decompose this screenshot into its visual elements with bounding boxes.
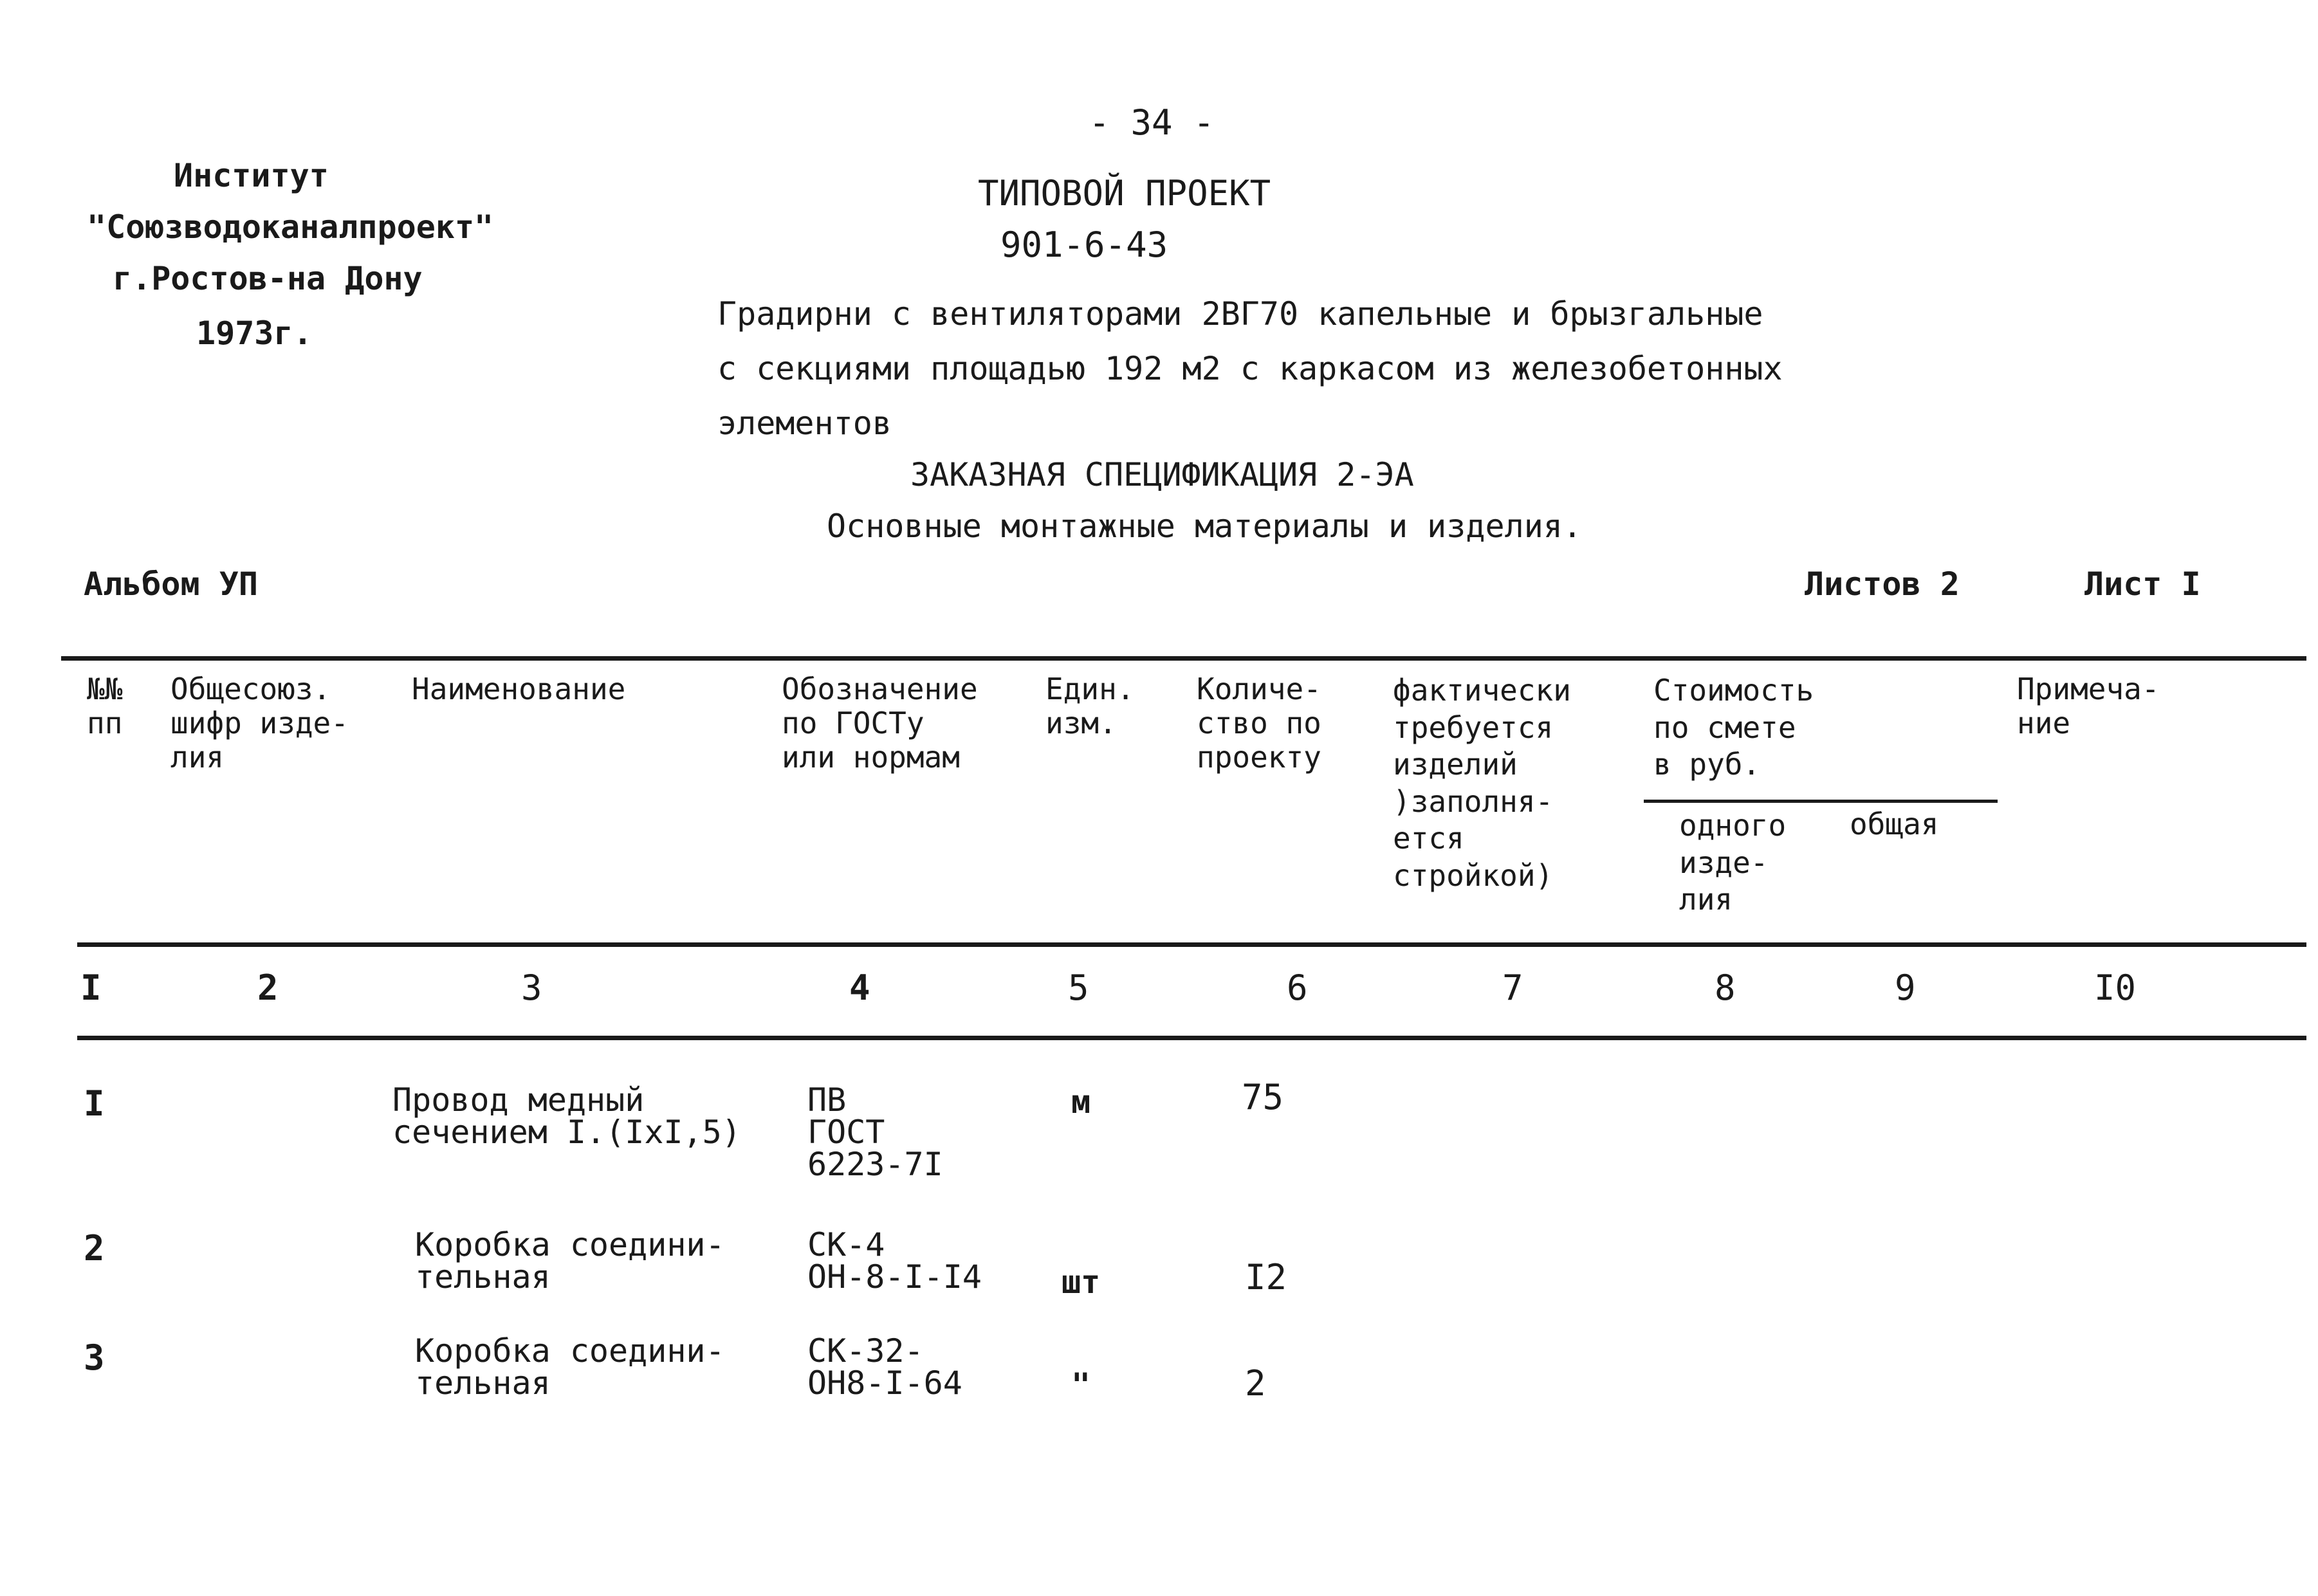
- table-row-num: I: [84, 1083, 105, 1124]
- table-row-unit: ": [1071, 1366, 1091, 1404]
- header-gost: Обозначение по ГОСТу или нормам: [782, 672, 978, 775]
- table-row-unit: шт: [1062, 1263, 1101, 1301]
- header-qty: Количе- ство по проекту: [1197, 672, 1321, 775]
- column-number: 4: [849, 968, 870, 1008]
- column-number: 2: [257, 968, 279, 1008]
- header-unit: Един. изм.: [1045, 672, 1135, 740]
- project-description-line1: Градирни с вентиляторами 2ВГ70 капельные и брызгальные: [717, 295, 1763, 333]
- table-top-rule: [61, 656, 2306, 661]
- header-code: Общесоюз. шифр изде- лия: [170, 672, 349, 775]
- page-number: - 34 -: [1089, 102, 1215, 143]
- numbers-bottom-rule: [77, 1036, 2306, 1040]
- header-name: Наименование: [412, 672, 626, 706]
- table-row-unit: м: [1071, 1083, 1091, 1121]
- header-cost: Стоимость по смете в руб.: [1653, 673, 1814, 782]
- sheets-total: Листов 2: [1805, 565, 1960, 603]
- column-number: 8: [1715, 968, 1736, 1008]
- table-row-gost: СК-4 ОН-8-I-I4: [807, 1226, 982, 1296]
- album-label: Альбом УП: [84, 565, 258, 603]
- table-row-qty: 75: [1242, 1077, 1284, 1117]
- header-note: Примеча- ние: [2017, 672, 2160, 740]
- column-number: I0: [2094, 968, 2137, 1008]
- column-number: 3: [521, 968, 542, 1008]
- table-row-name: Провод медный сечением I.(IхI,5): [392, 1081, 741, 1151]
- spec-subtitle: Основные монтажные материалы и изделия.: [827, 508, 1582, 545]
- table-row-num: 3: [84, 1337, 105, 1378]
- table-row-gost: ПВ ГОСТ 6223-7I: [807, 1081, 943, 1183]
- project-code: 901-6-43: [1000, 225, 1168, 265]
- header-actual: фактически требуется изделий )заполня- ется стройкой): [1393, 673, 1571, 893]
- table-row-qty: I2: [1245, 1257, 1287, 1298]
- institute-line4: 1973г.: [196, 315, 313, 352]
- column-number: 5: [1068, 968, 1089, 1008]
- project-description-line2: с секциями площадью 192 м2 с каркасом из железобетонных: [717, 350, 1783, 387]
- table-row-qty: 2: [1245, 1363, 1266, 1404]
- table-row-name: Коробка соедини- тельная: [415, 1332, 725, 1402]
- header-num: №№ пп: [87, 672, 123, 740]
- sheet-number: Лист I: [2084, 565, 2201, 603]
- cost-subheader-rule: [1644, 800, 1998, 803]
- header-price-total: общая: [1850, 807, 1939, 841]
- institute-line1: Институт: [174, 157, 329, 194]
- column-number: 6: [1287, 968, 1308, 1008]
- project-description-line3: элементов: [717, 405, 892, 442]
- institute-line2: "Союзводоканалпроект": [87, 208, 494, 246]
- spec-title: ЗАКАЗНАЯ СПЕЦИФИКАЦИЯ 2-ЭА: [910, 456, 1414, 493]
- column-number: 7: [1502, 968, 1523, 1008]
- table-row-name: Коробка соедини- тельная: [415, 1226, 725, 1296]
- institute-line3: г.Ростов-на Дону: [113, 260, 423, 297]
- column-number: I: [80, 968, 102, 1008]
- header-price-one: одного изде- лия: [1679, 808, 1787, 917]
- table-row-gost: СК-32- ОН8-I-64: [807, 1332, 962, 1402]
- project-title: ТИПОВОЙ ПРОЕКТ: [978, 173, 1271, 214]
- column-number: 9: [1895, 968, 1916, 1008]
- header-bottom-rule: [77, 942, 2306, 947]
- table-row-num: 2: [84, 1228, 105, 1269]
